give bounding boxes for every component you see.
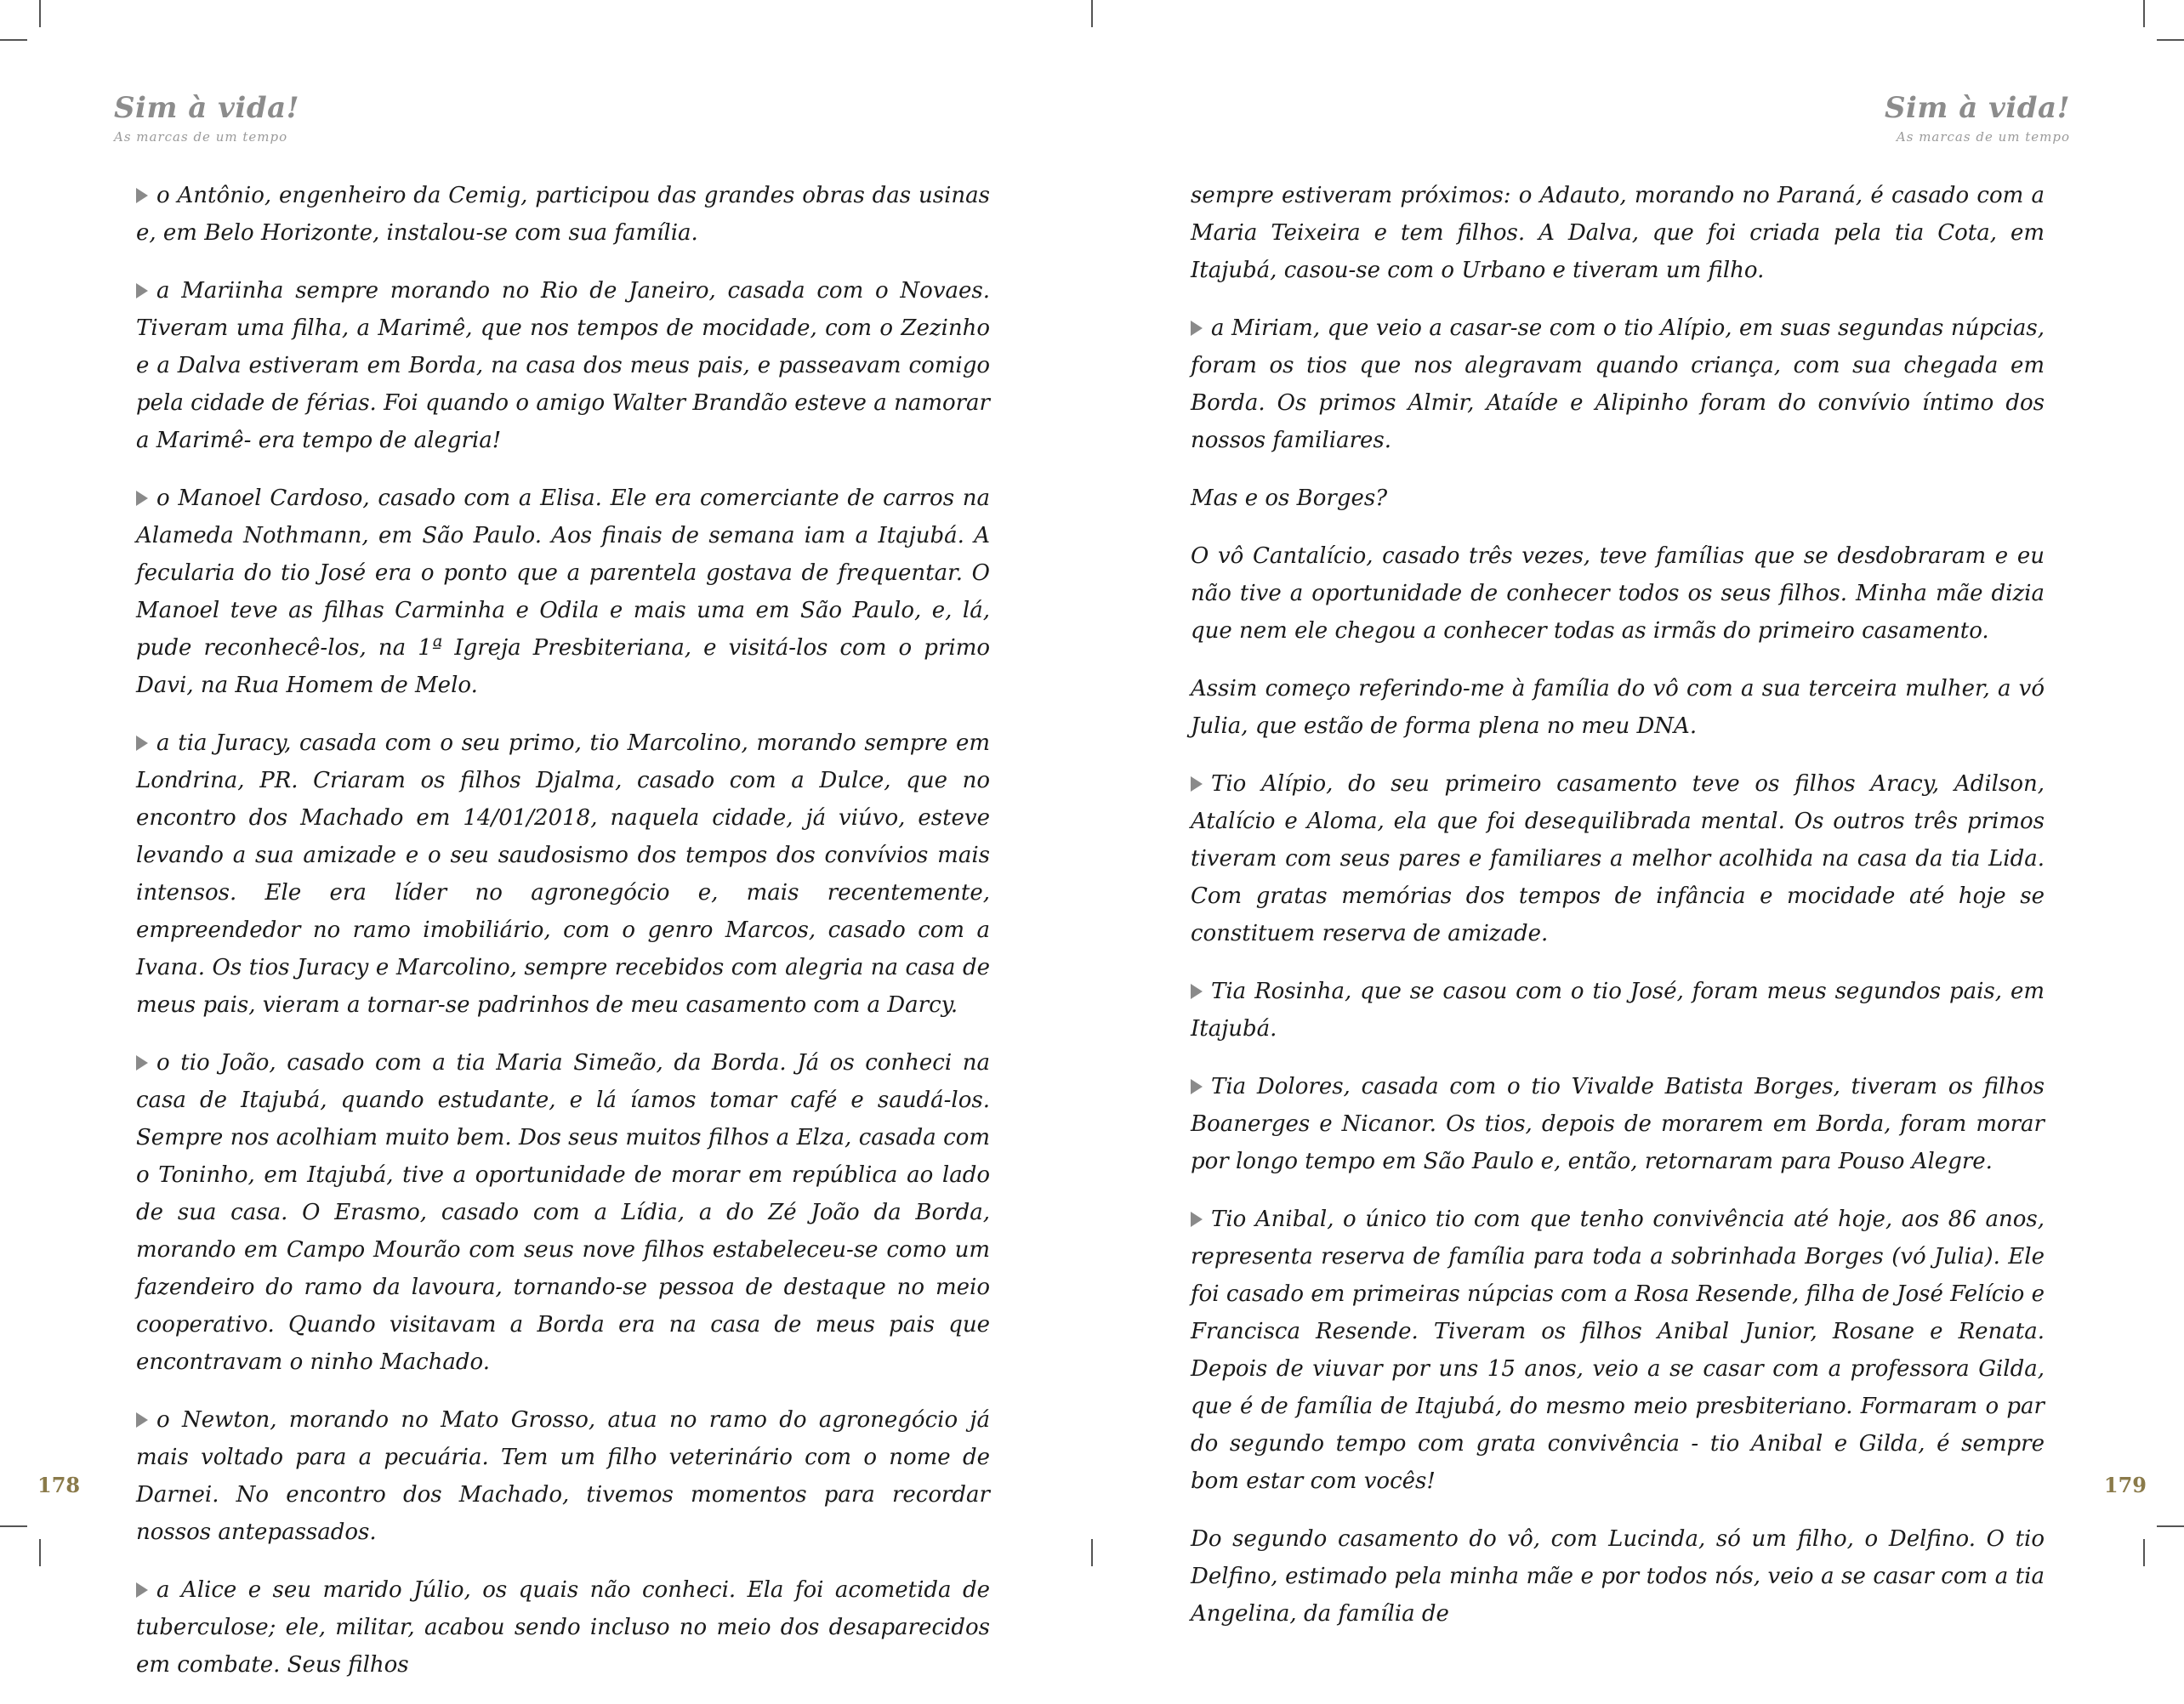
paragraph-text: Tia Dolores, casada com o tio Vivalde Batista Borges, tiveram os filhos Boanerges e Nicanor. Os tios, depois de morarem em Borda, foram morar por longo tempo em São Paulo e, então, retornaram para Pouso Alegre. [1191, 1074, 2045, 1174]
page-number: 179 [2103, 1473, 2147, 1497]
book-title: Sim à vida! [114, 91, 300, 125]
paragraph [1191, 1068, 2045, 1180]
triangle-bullet-icon [136, 1055, 148, 1071]
book-title: Sim à vida! [1884, 91, 2070, 125]
triangle-bullet-icon [1191, 321, 1203, 336]
triangle-bullet-icon [1191, 984, 1203, 999]
paragraph [1191, 670, 2045, 745]
paragraph [136, 272, 990, 459]
paragraph [1191, 310, 2045, 459]
running-header [1884, 91, 2070, 145]
triangle-bullet-icon [136, 736, 148, 751]
paragraph-text: Mas e os Borges? [1191, 486, 1388, 511]
body-text [136, 177, 990, 1704]
paragraph-text: Tia Rosinha, que se casou com o tio José, foram meus segundos pais, em Itajubá. [1191, 979, 2045, 1042]
book-subtitle: As marcas de um tempo [114, 129, 288, 145]
book-subtitle: As marcas de um tempo [1896, 129, 2070, 145]
paragraph [136, 724, 990, 1024]
paragraph-text: a Alice e seu marido Júlio, os quais não conheci. Ela foi acometida de tuberculose; ele, militar, acabou sendo incluso no meio dos desaparecidos em combate. Seus filhos [136, 1577, 990, 1678]
paragraph-text: Tio Alípio, do seu primeiro casamento teve os filhos Aracy, Adilson, Atalício e Aloma, ela que foi desequilibrada mental. Os outros três primos tiveram com seus pares e familiares a melhor acolhida na casa da tia Lida. Com gratas memórias dos tempos de infância e mocidade até hoje se constituem reserva de amizade. [1191, 771, 2045, 946]
right-page [1092, 0, 2184, 1627]
paragraph [136, 1401, 990, 1551]
paragraph-text: a Miriam, que veio a casar-se com o tio Alípio, em suas segundas núpcias, foram os tios que nos alegravam quando criança, com sua chegada em Borda. Os primos Almir, Ataíde e Alipinho foram do convívio íntimo dos nossos familiares. [1191, 315, 2045, 453]
paragraph [1191, 1520, 2045, 1633]
paragraph-text: o tio João, casado com a tia Maria Simeão, da Borda. Já os conheci na casa de Itajubá, quando estudante, e lá íamos tomar café e saudá-los. Sempre nos acolhiam muito bem. Dos seus muitos filhos a Elza, casada com o Toninho, em Itajubá, tive a oportunidade de morar em república ao lado de sua casa. O Erasmo, casado com a Lídia, a do Zé João da Borda, morando em Campo Mourão com seus nove filhos estabeleceu-se como um fazendeiro do ramo da lavoura, tornando-se pessoa de destaque no meio cooperativo. Quando visitavam a Borda era na casa de meus pais que encontravam o ninho Machado. [136, 1050, 990, 1375]
paragraph [1191, 973, 2045, 1048]
paragraph-text: Do segundo casamento do vô, com Lucinda, só um filho, o Delfino. O tio Delfino, estimado pela minha mãe e por todos nós, veio a se casar com a tia Angelina, da família de [1191, 1526, 2045, 1627]
paragraph [1191, 177, 2045, 289]
triangle-bullet-icon [1191, 1212, 1203, 1227]
triangle-bullet-icon [136, 188, 148, 203]
body-text [1191, 177, 2045, 1653]
paragraph [136, 480, 990, 704]
paragraph-text: Assim começo referindo-me à família do vô com a sua terceira mulher, a vó Julia, que estão de forma plena no meu DNA. [1191, 676, 2045, 739]
paragraph-text: a Mariinha sempre morando no Rio de Janeiro, casada com o Novaes. Tiveram uma filha, a Marimê, que nos tempos de mocidade, com o Zezinho e a Dalva estiveram em Borda, na casa dos meus pais, e passeavam comigo pela cidade de férias. Foi quando o amigo Walter Brandão esteve a namorar a Marimê- era tempo de alegria! [136, 278, 990, 453]
running-header [114, 91, 300, 145]
paragraph-text: sempre estiveram próximos: o Adauto, morando no Paraná, é casado com a Maria Teixeira e tem filhos. A Dalva, que foi criada pela tia Cota, em Itajubá, casou-se com o Urbano e tiveram um filho. [1191, 183, 2045, 283]
triangle-bullet-icon [1191, 1079, 1203, 1094]
triangle-bullet-icon [136, 1412, 148, 1428]
paragraph-text: O vô Cantalício, casado três vezes, teve famílias que se desdobraram e eu não tive a oportunidade de conhecer todos os seus filhos. Minha mãe dizia que nem ele chegou a conhecer todas as irmãs do primeiro casamento. [1191, 543, 2045, 644]
paragraph-text: Tio Anibal, o único tio com que tenho convivência até hoje, aos 86 anos, representa reserva de família para toda a sobrinhada Borges (vó Julia). Ele foi casado em primeiras núpcias com a Rosa Resende, filha de José Felício e Francisca Resende. Tiveram os filhos Anibal Junior, Rosane e Renata. Depois de viuvar por uns 15 anos, veio a se casar com a professora Gilda, que é de família de Itajubá, do mesmo meio presbiteriano. Formaram o par do segundo tempo com grata convivência - tio Anibal e Gilda, é sempre bom estar com vocês! [1191, 1207, 2045, 1494]
left-page [0, 0, 1092, 1678]
paragraph-text: a tia Juracy, casada com o seu primo, tio Marcolino, morando sempre em Londrina, PR. Criaram os filhos Djalma, casado com a Dulce, que no encontro dos Machado em 14/01/2018, naquela cidade, já viúvo, esteve levando a sua amizade e o seu saudosismo dos tempos dos convívios mais intensos. Ele era líder no agronegócio e, mais recentemente, empreendedor no ramo imobiliário, com o genro Marcos, casado com a Ivana. Os tios Juracy e Marcolino, sempre recebidos com alegria na casa de meus pais, vieram a tornar-se padrinhos de meu casamento com a Darcy. [136, 730, 990, 1018]
paragraph-text: o Manoel Cardoso, casado com a Elisa. Ele era comerciante de carros na Alameda Nothmann, em São Paulo. Aos finais de semana iam a Itajubá. A fecularia do tio José era o ponto que a parentela gostava de frequentar. O Manoel teve as filhas Carminha e Odila e mais uma em São Paulo, e, lá, pude reconhecê-los, na 1ª Igreja Presbiteriana, e visitá-los com o primo Davi, na Rua Homem de Melo. [136, 486, 990, 698]
paragraph [1191, 765, 2045, 952]
triangle-bullet-icon [136, 491, 148, 506]
paragraph [136, 1571, 990, 1684]
paragraph [1191, 537, 2045, 650]
triangle-bullet-icon [1191, 776, 1203, 792]
page-number: 178 [37, 1473, 81, 1497]
paragraph [136, 1044, 990, 1381]
paragraph [1191, 1201, 2045, 1500]
triangle-bullet-icon [136, 283, 148, 298]
triangle-bullet-icon [136, 1582, 148, 1598]
paragraph-text: o Newton, morando no Mato Grosso, atua no ramo do agronegócio já mais voltado para a pecuária. Tem um filho veterinário com o nome de Darnei. No encontro dos Machado, tivemos momentos para recordar nossos antepassados. [136, 1407, 990, 1545]
paragraph [1191, 480, 2045, 517]
paragraph [136, 177, 990, 252]
paragraph-text: o Antônio, engenheiro da Cemig, participou das grandes obras das usinas e, em Belo Horizonte, instalou-se com sua família. [136, 183, 990, 246]
